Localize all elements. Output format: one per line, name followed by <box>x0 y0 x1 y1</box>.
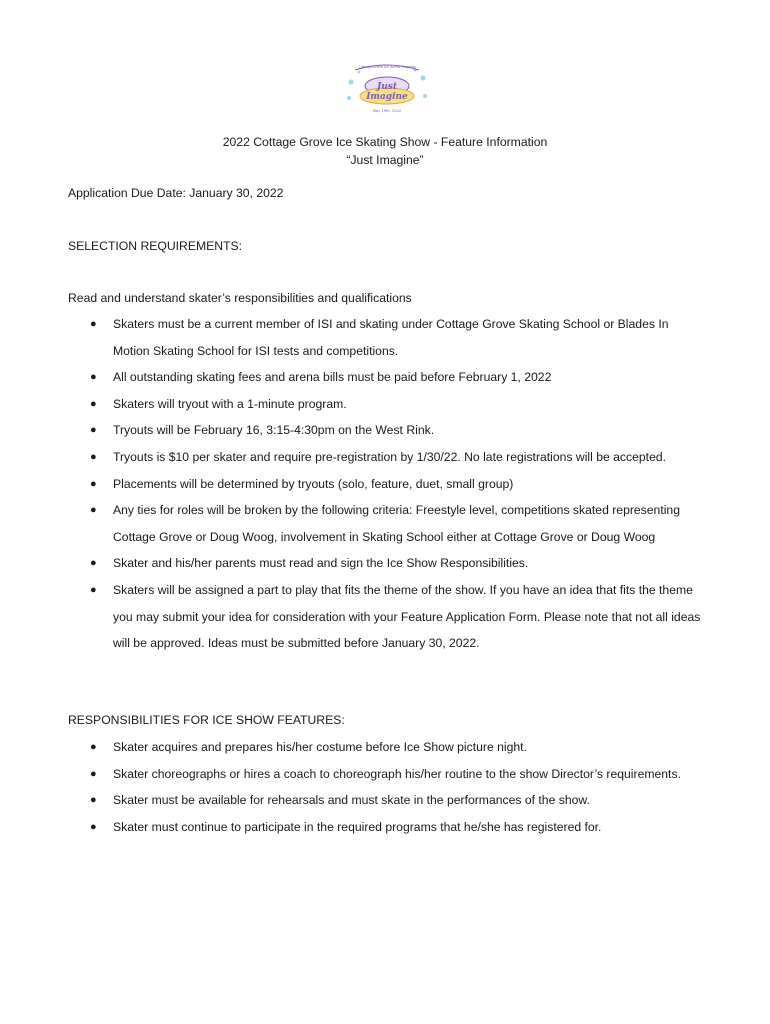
bullet-icon: ● <box>90 424 97 437</box>
list-item: ● Skaters must be a current member of ISI and skating under Cottage Grove Skating School or Blades In Motion Skating School for ISI tests and competitions. <box>0 311 770 364</box>
responsibilities-list <box>0 734 770 840</box>
list-item: ● Skater must be available for rehearsals and must skate in the performances of the show. <box>0 787 770 814</box>
bullet-icon: ● <box>90 371 97 384</box>
list-item: ● Tryouts is $10 per skater and require pre-registration by 1/30/22. No late registrations will be accepted. <box>0 444 770 471</box>
document-subtitle: “Just Imagine” <box>346 153 424 167</box>
svg-text:Imagine: Imagine <box>366 92 408 102</box>
svg-text:Just: Just <box>376 82 398 92</box>
document-header <box>0 133 770 169</box>
selection-requirements-list <box>0 311 770 657</box>
bullet-icon: ● <box>90 450 97 463</box>
show-logo <box>341 62 433 114</box>
list-item: ● Skater and his/her parents must read and sign the Ice Show Responsibilities. <box>0 550 770 577</box>
list-item: ● Skaters will tryout with a 1-minute program. <box>0 391 770 418</box>
bullet-icon: ● <box>90 557 97 570</box>
list-item: ● Skater choreographs or hires a coach to choreograph his/her routine to the show Director’s requirements. <box>0 761 770 788</box>
bullet-icon: ● <box>90 767 97 780</box>
selection-heading: SELECTION REQUIREMENTS: <box>68 239 243 253</box>
bullet-icon: ● <box>90 397 97 410</box>
svg-text:Cottage Grove Ice Arena Presen: Cottage Grove Ice Arena Presents <box>358 65 416 69</box>
application-due-date: Application Due Date: January 30, 2022 <box>68 186 284 200</box>
list-item: ● Placements will be determined by tryouts (solo, feature, duet, small group) <box>0 471 770 498</box>
list-item: ● All outstanding skating fees and arena bills must be paid before February 1, 2022 <box>0 364 770 391</box>
list-item: ● Skater acquires and prepares his/her costume before Ice Show picture night. <box>0 734 770 761</box>
bullet-icon: ● <box>90 794 97 807</box>
document-title: 2022 Cottage Grove Ice Skating Show - Feature Information <box>222 135 548 149</box>
responsibilities-heading: RESPONSIBILITIES FOR ICE SHOW FEATURES: <box>68 713 345 727</box>
svg-text:May 19th, 2022: May 19th, 2022 <box>372 109 402 113</box>
bullet-icon: ● <box>90 820 97 833</box>
list-item: ● Any ties for roles will be broken by the following criteria: Freestyle level, competitions skated representing Cottage Grove or Doug Woog, involvement in Skating School either at Cottage Grove or Doug Woog <box>0 497 770 550</box>
selection-intro: Read and understand skater’s responsibilities and qualifications <box>68 291 412 305</box>
list-item: ● Skater must continue to participate in the required programs that he/she has registered for. <box>0 814 770 841</box>
bullet-icon: ● <box>90 477 97 490</box>
list-item: ● Tryouts will be February 16, 3:15-4:30pm on the West Rink. <box>0 417 770 444</box>
bullet-icon: ● <box>90 741 97 753</box>
list-item: ● Skaters will be assigned a part to play that fits the theme of the show. If you have an idea that fits the theme you may submit your idea for consideration with your Feature Application Form. Please note that not all ideas will be approved. Ideas must be submitted before January 30, 2022. <box>0 577 770 657</box>
bullet-icon: ● <box>90 318 97 330</box>
bullet-icon: ● <box>90 504 97 517</box>
bullet-icon: ● <box>90 583 97 596</box>
